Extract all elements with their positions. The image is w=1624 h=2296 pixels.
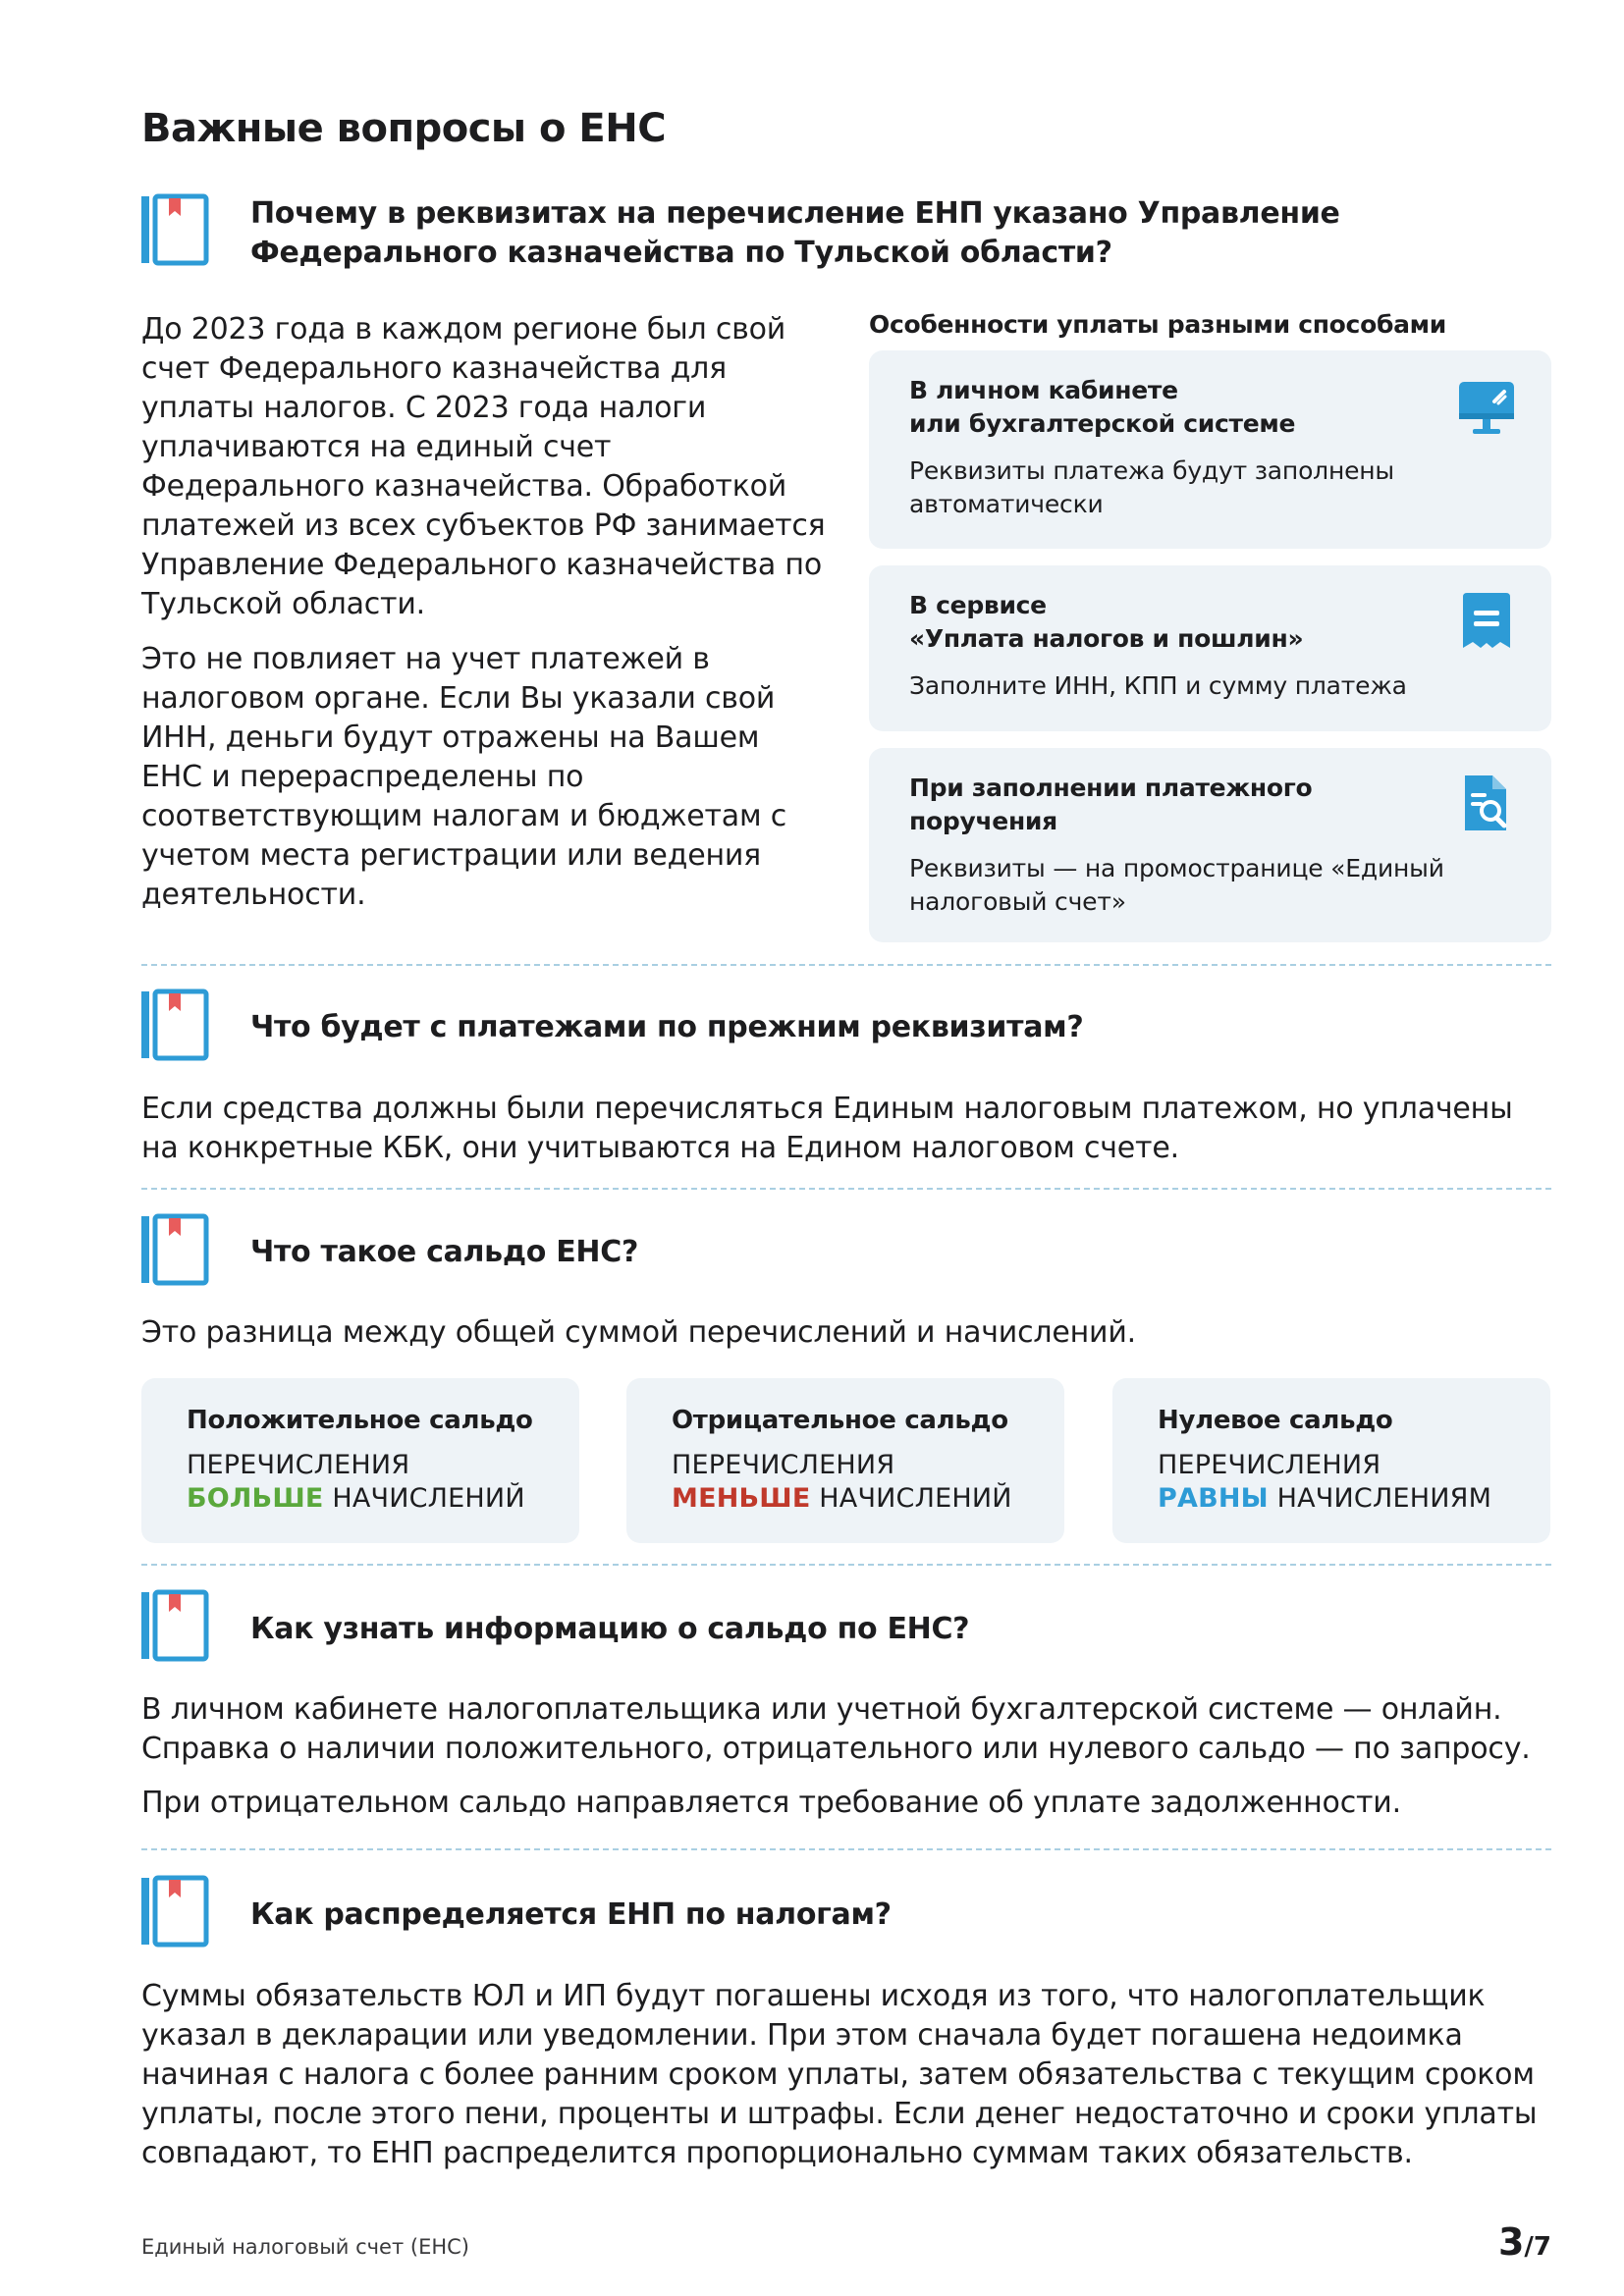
answer-text xyxy=(141,1690,1551,1823)
document-search-icon xyxy=(1455,772,1518,834)
saldo-line: ПЕРЕЧИСЛЕНИЯ xyxy=(187,1450,410,1480)
payment-method-desc: Реквизиты платежа будут заполнены автоматически xyxy=(909,456,1394,518)
saldo-title: Нулевое сальдо xyxy=(1158,1406,1393,1435)
saldo-line xyxy=(672,1482,1064,1516)
answer-paragraph: В личном кабинете налогоплательщика или учетной бухгалтерской системе — онлайн. Справка о наличии положительного, отрицательного или нулевого сальдо — по запросу. xyxy=(141,1692,1531,1766)
answer-text: Это разница между общей суммой перечислений и начислений. xyxy=(141,1315,1136,1350)
payment-method-title: В сервисе «Уплата налогов и пошлин» xyxy=(909,591,1304,653)
question-title: Как распределяется ЕНП по налогам? xyxy=(250,1897,892,1932)
answer-text: Суммы обязательств ЮЛ и ИП будут погашены исходя из того, что налогоплательщик указал в декларации или уведомлении. При этом сначала будет погашена недоимка начиная с налога с более ранним сроком уплаты, затем обязательства с текущим сроком уплаты, после этого пени, проценты и штрафы. Если денег недостаточно и сроки уплаты совпадают, то ЕНП распределится пропорционально суммам таких обязательств. xyxy=(141,1979,1538,2170)
book-icon xyxy=(138,1874,209,1949)
payment-method-card xyxy=(869,748,1551,942)
section-divider xyxy=(141,964,1551,966)
footer-text: Единый налоговый счет (ЕНС) xyxy=(141,2235,469,2259)
question-title: Почему в реквизитах на перечисление ЕНП указано Управление Федерального казначейства по Тульской области? xyxy=(250,196,1340,270)
book-icon xyxy=(138,1588,209,1663)
saldo-rest: НАЧИСЛЕНИЙ xyxy=(323,1483,525,1514)
answer-paragraph: До 2023 года в каждом регионе был свой счет Федерального казначейства для уплаты налогов. С 2023 года налоги уплачиваются на единый счет Федерального казначейства. Обработкой платежей из всех субъектов РФ занимается Управление Федерального казначейства по Тульской области. xyxy=(141,312,826,621)
section-divider xyxy=(141,1564,1551,1566)
payment-method-title: В личном кабинете или бухгалтерской системе xyxy=(909,376,1296,438)
answer-paragraph: Это не повлияет на учет платежей в налоговом органе. Если Вы указали свой ИНН, деньги будут отражены на Вашем ЕНС и перераспределены по соответствующим налогам и бюджетам с учетом места регистрации или ведения деятельности. xyxy=(141,642,787,912)
saldo-line: ПЕРЕЧИСЛЕНИЯ xyxy=(1158,1450,1381,1480)
answer-text xyxy=(141,310,829,915)
book-icon xyxy=(138,192,209,267)
saldo-card-negative xyxy=(626,1378,1064,1543)
question-title: Как узнать информацию о сальдо по ЕНС? xyxy=(250,1612,970,1646)
payment-method-desc: Заполните ИНН, КПП и сумму платежа xyxy=(909,671,1407,700)
section-divider xyxy=(141,1848,1551,1850)
saldo-line xyxy=(1158,1482,1550,1516)
payment-methods-heading: Особенности уплаты разными способами xyxy=(869,310,1447,339)
monitor-icon xyxy=(1455,376,1518,439)
saldo-line xyxy=(187,1482,579,1516)
receipt-icon xyxy=(1455,589,1518,652)
payment-method-title: При заполнении платежного поручения xyxy=(909,774,1313,835)
page-number xyxy=(1492,2220,1551,2264)
saldo-title: Отрицательное сальдо xyxy=(672,1406,1008,1435)
answer-text: Если средства должны были перечисляться Единым налоговым платежом, но уплачены на конкретные КБК, они учитываются на Едином налоговом счете. xyxy=(141,1092,1513,1165)
payment-method-card xyxy=(869,565,1551,731)
saldo-title: Положительное сальдо xyxy=(187,1406,533,1435)
book-icon xyxy=(138,988,209,1062)
page-title: Важные вопросы о ЕНС xyxy=(141,106,667,151)
saldo-card-positive xyxy=(141,1378,579,1543)
saldo-rest: НАЧИСЛЕНИЯМ xyxy=(1268,1483,1492,1514)
saldo-highlight: РАВНЫ xyxy=(1158,1483,1269,1514)
question-title: Что будет с платежами по прежним реквизитам? xyxy=(250,1010,1084,1044)
saldo-card-zero xyxy=(1112,1378,1550,1543)
section-divider xyxy=(141,1188,1551,1190)
saldo-highlight: БОЛЬШЕ xyxy=(187,1483,324,1514)
payment-method-card xyxy=(869,350,1551,549)
total-pages: /7 xyxy=(1524,2232,1551,2262)
current-page: 3 xyxy=(1497,2220,1525,2264)
saldo-highlight: МЕНЬШЕ xyxy=(672,1483,811,1514)
payment-method-desc: Реквизиты — на промостранице «Единый налоговый счет» xyxy=(909,854,1444,916)
saldo-line: ПЕРЕЧИСЛЕНИЯ xyxy=(672,1450,895,1480)
answer-paragraph: При отрицательном сальдо направляется требование об уплате задолженности. xyxy=(141,1786,1401,1820)
question-title: Что такое сальдо ЕНС? xyxy=(250,1235,639,1269)
book-icon xyxy=(138,1212,209,1287)
saldo-rest: НАЧИСЛЕНИЙ xyxy=(810,1483,1012,1514)
